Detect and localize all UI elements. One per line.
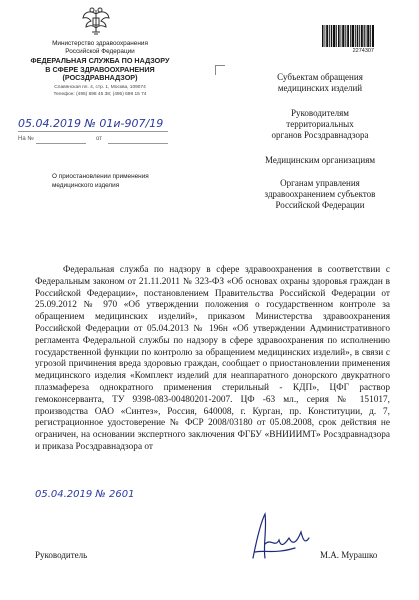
reference-number-label: На № [18, 136, 34, 142]
reference-date-label: от [96, 136, 102, 142]
order-reference-number: 05.04.2019 № 2601 [35, 489, 135, 500]
signatory-title: Руководитель [35, 550, 88, 560]
reference-number-line [36, 143, 86, 144]
outgoing-underline [18, 131, 168, 132]
outgoing-number: 05.04.2019 № 01и-907/19 [18, 117, 164, 130]
barcode-number: 2274307 [352, 48, 374, 54]
agency-address: Славянская пл. 4, стр. 1, Москва, 109074 Телефон: (495) 698 45 38; (495) 698 15 74 [53, 85, 147, 97]
addressee-2: Руководителям территориальных органов Росздравнадзора [271, 108, 369, 140]
addressee-3: Медицинским организациям [264, 155, 376, 165]
ministry-name: Министерство здравоохранения Российской Федерации [52, 40, 148, 55]
address-corner-mark [215, 65, 225, 75]
letter-subject: О приостановлении применения медицинского изделия [52, 173, 149, 189]
signatory-name: М.А. Мурашко [320, 550, 378, 560]
agency-name: ФЕДЕРАЛЬНАЯ СЛУЖБА ПО НАДЗОРУ В СФЕРЕ ЗДРАВООХРАНЕНИЯ (РОСЗДРАВНАДЗОР) [30, 56, 170, 82]
reference-date-line [108, 143, 168, 144]
coat-of-arms-icon [80, 6, 112, 36]
addressee-4: Органам управления здравоохранением субъектов Российской Федерации [264, 178, 376, 210]
barcode-icon [322, 25, 374, 47]
addressee-1: Субъектам обращения медицинских изделий [277, 72, 363, 93]
handwritten-signature [235, 508, 325, 566]
letter-body: Федеральная служба по надзору в сфере здравоохранения в соответствии с Федеральным законом от 21.11.2011 № 323-ФЗ «Об основах охраны здоровья граждан в Российской Федерации», постановлением Правительства Российской Федерации от 25.09.2012 № 970 «Об утверждении положения о государственном контроле за обращением медицинских изделий», приказом Министерства здравоохранения Российской Федерации от 05.04.2013 № 196н «Об утверждении Административного регламента Федеральной службы по надзору в сфере здравоохранения по исполнению государственной функции по контролю за обращением медицинских изделий», в связи с угрозой причинения вреда здоровью граждан, сообщает о приостановлении применения медицинского изделия «Комплект изделий для неаппаратного донорского двукратного плазмафереза однократного применения стерильный - КДП», ЦФГ раствор гемоконсерванта, ТУ 9398-083-00480201-2007. ЦФ -63 мл., серия № 151017, производства ОАО «Синтез», Россия, 640008, г. Курган, пр. Конституции, д. 7, регистрационное удостоверение № ФСР 2008/03180 от 05.08.2008, срок действия не ограничен, на основании экспертного заключения ФГБУ «ВНИИИМТ» Росздравнадзора и приказа Росздравнадзора от [35, 265, 390, 452]
